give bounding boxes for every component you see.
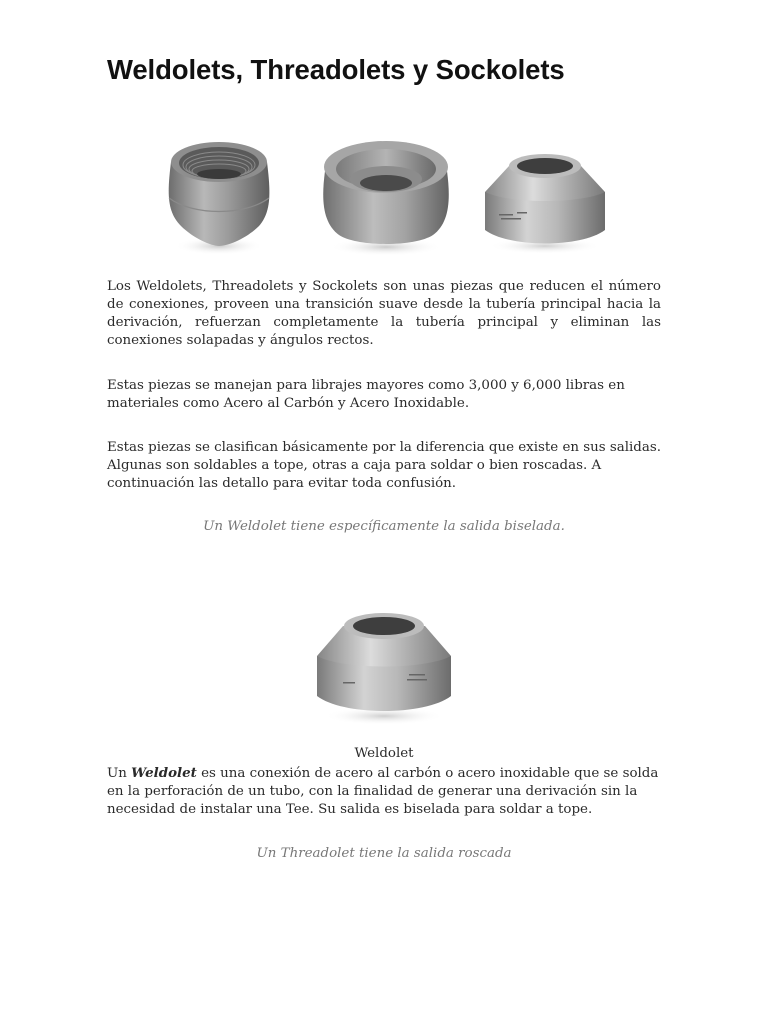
classification-paragraph: Estas piezas se clasifican básicamente por la diferencia que existe en sus salidas. Algunas son soldables a tope, otras a caja para soldar o bien roscadas. A continuación las detallo para evitar toda confusión. bbox=[107, 440, 661, 491]
weldolet-image bbox=[479, 148, 611, 260]
weldolet-note: Un Weldolet tiene específicamente la salida biselada. bbox=[203, 519, 565, 534]
weldolet-caption: Weldolet bbox=[354, 746, 414, 761]
sockolet-image bbox=[319, 131, 453, 259]
intro-paragraph: Los Weldolets, Threadolets y Sockolets son unas piezas que reducen el número de conexiones, proveen una transición suave desde la tubería principal hacia la derivación, refuerzan completamente la tubería principal y eliminan las conexiones solapadas y ángulos rectos. bbox=[107, 279, 661, 348]
weldolet-term: Weldolet bbox=[131, 765, 197, 781]
weldolet-description bbox=[107, 764, 661, 819]
weldolet-desc-rest: es una conexión de acero al carbón o acero inoxidable que se solda en la perforación de un tubo, con la finalidad de generar una derivación sin la necesidad de instalar una Tee. Su salida es biselada para soldar a tope. bbox=[107, 766, 659, 817]
threadolet-note: Un Threadolet tiene la salida roscada bbox=[256, 846, 512, 861]
weldolet-large-image bbox=[313, 604, 455, 732]
threadolet-image bbox=[163, 134, 275, 262]
pressure-paragraph: Estas piezas se manejan para librajes mayores como 3,000 y 6,000 libras en materiales como Acero al Carbón y Acero Inoxidable. bbox=[107, 378, 625, 411]
weldolet-desc-prefix: Un bbox=[107, 766, 132, 781]
page-title: Weldolets, Threadolets y Sockolets bbox=[107, 54, 565, 85]
